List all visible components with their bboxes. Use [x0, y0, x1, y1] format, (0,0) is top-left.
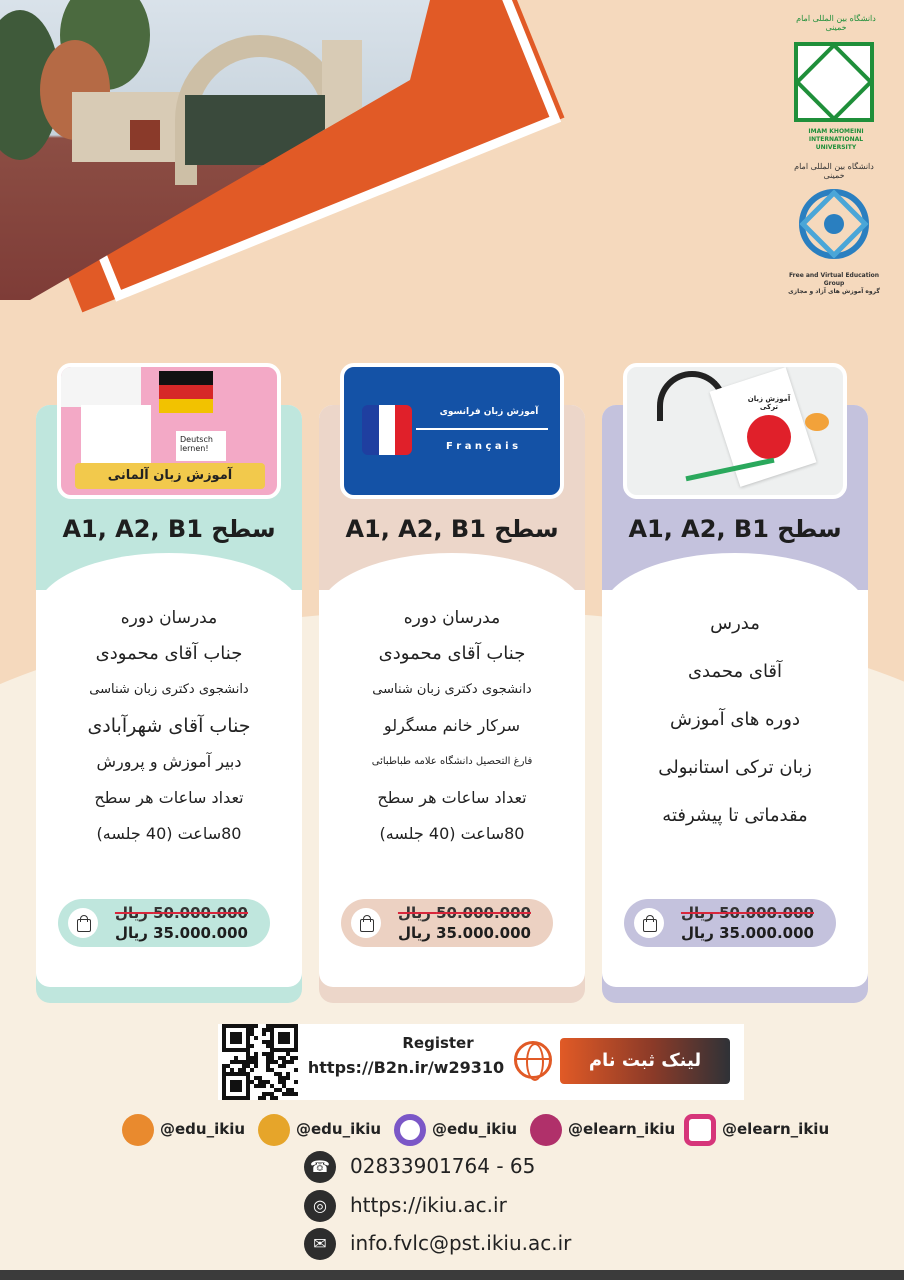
new-price: 35.000.000 ریال: [114, 924, 248, 942]
course-card-french: [319, 405, 585, 1003]
turkish-course-image: [623, 363, 847, 499]
card-description: [602, 600, 868, 840]
new-price: 35.000.000 ریال: [397, 924, 531, 942]
description-line: دانشجوی دکتری زبان شناسی: [89, 682, 249, 697]
university-logo-script: دانشگاه بین المللی امام خمینی: [796, 14, 876, 32]
course-level: A1, A2, B1 سطح: [62, 515, 276, 543]
thumb-note: Deutsch lernen!: [176, 431, 226, 461]
globe-icon: [514, 1041, 552, 1079]
social-handle[interactable]: @elearn_ikiu: [722, 1120, 830, 1138]
description-line: 80ساعت (40 جلسه): [96, 824, 242, 843]
description-line: جناب آقای شهرآبادی: [87, 715, 251, 737]
price-tag[interactable]: [341, 899, 553, 947]
description-line: مدرسان دوره: [120, 608, 218, 628]
register-panel: [218, 1024, 744, 1100]
old-price: 50.000.000 ریال: [114, 904, 248, 922]
description-line: فارغ التحصیل دانشگاه علامه طباطبائی: [371, 756, 533, 767]
bale-icon[interactable]: [684, 1114, 716, 1146]
rubika-icon[interactable]: [394, 1114, 426, 1146]
old-price: 50.000.000 ریال: [680, 904, 814, 922]
globe-icon: ◎: [304, 1190, 336, 1222]
thumb-label: آموزش زبان ترکی: [747, 395, 791, 411]
university-logo: [790, 14, 882, 151]
group-emblem-icon: [794, 184, 874, 264]
social-handle[interactable]: @edu_ikiu: [160, 1120, 246, 1138]
thumb-note: F r a n ç a i s: [445, 441, 519, 452]
course-level: A1, A2, B1 سطح: [345, 515, 559, 543]
phone-number[interactable]: 02833901764 - 65: [350, 1154, 536, 1178]
card-description: [36, 600, 302, 852]
email-link[interactable]: info.fvlc@pst.ikiu.ac.ir: [350, 1231, 572, 1255]
description-line: دبیر آموزش و پرورش: [96, 752, 242, 771]
new-price: 35.000.000 ریال: [680, 924, 814, 942]
bottom-bar: [0, 1270, 904, 1280]
shopping-bag-icon[interactable]: [351, 908, 381, 938]
group-logo-script: دانشگاه بین المللی امام خمینی: [794, 162, 874, 180]
thumb-label: آموزش زبان فرانسوی: [439, 407, 539, 417]
description-line: مقدماتی تا پیشرفته: [662, 805, 808, 826]
group-logo-caption: Free and Virtual Education Group گروه آموزش های آزاد و مجازی: [788, 272, 880, 295]
instagram-icon[interactable]: [530, 1114, 562, 1146]
qr-code-icon[interactable]: [220, 1024, 300, 1100]
register-title: Register: [402, 1034, 474, 1052]
eitaa-icon[interactable]: [122, 1114, 154, 1146]
description-line: دانشجوی دکتری زبان شناسی: [372, 682, 532, 697]
old-price: 50.000.000 ریال: [397, 904, 531, 922]
education-group-logo: [784, 162, 884, 295]
german-course-image: [57, 363, 281, 499]
price-tag[interactable]: [624, 899, 836, 947]
description-line: تعداد ساعات هر سطح: [94, 788, 244, 807]
description-line: جناب آقای محمودی: [378, 643, 526, 664]
university-logo-caption: IMAM KHOMEINI INTERNATIONAL UNIVERSITY: [808, 128, 864, 151]
register-button[interactable]: لینک ثبت نام: [560, 1038, 730, 1084]
description-line: 80ساعت (40 جلسه): [379, 824, 525, 843]
card-description: [319, 600, 585, 852]
thumb-label: آموزش زبان آلمانی: [75, 463, 265, 489]
description-line: مدرس: [710, 613, 760, 634]
description-line: دوره های آموزش: [670, 709, 800, 730]
phone-icon: ☎: [304, 1151, 336, 1183]
description-line: سرکار خانم مسگرلو: [383, 716, 521, 735]
description-line: آقای محمدی: [687, 661, 783, 682]
course-level: A1, A2, B1 سطح: [628, 515, 842, 543]
social-handle[interactable]: @edu_ikiu: [296, 1120, 382, 1138]
french-course-image: [340, 363, 564, 499]
description-line: تعداد ساعات هر سطح: [377, 788, 527, 807]
course-card-german: [36, 405, 302, 1003]
shopping-bag-icon[interactable]: [634, 908, 664, 938]
description-line: زبان ترکی استانبولی: [658, 757, 812, 778]
description-line: جناب آقای محمودی: [95, 643, 243, 664]
description-line: مدرسان دوره: [403, 608, 501, 628]
telegram-icon[interactable]: [258, 1114, 290, 1146]
social-handle[interactable]: @elearn_ikiu: [568, 1120, 676, 1138]
website-link[interactable]: https://ikiu.ac.ir: [350, 1193, 507, 1217]
shopping-bag-icon[interactable]: [68, 908, 98, 938]
register-url[interactable]: https://B2n.ir/w29310: [307, 1058, 505, 1077]
social-handle[interactable]: @edu_ikiu: [432, 1120, 518, 1138]
course-card-turkish: [602, 395, 868, 1003]
price-tag[interactable]: [58, 899, 270, 947]
mail-icon: ✉: [304, 1228, 336, 1260]
